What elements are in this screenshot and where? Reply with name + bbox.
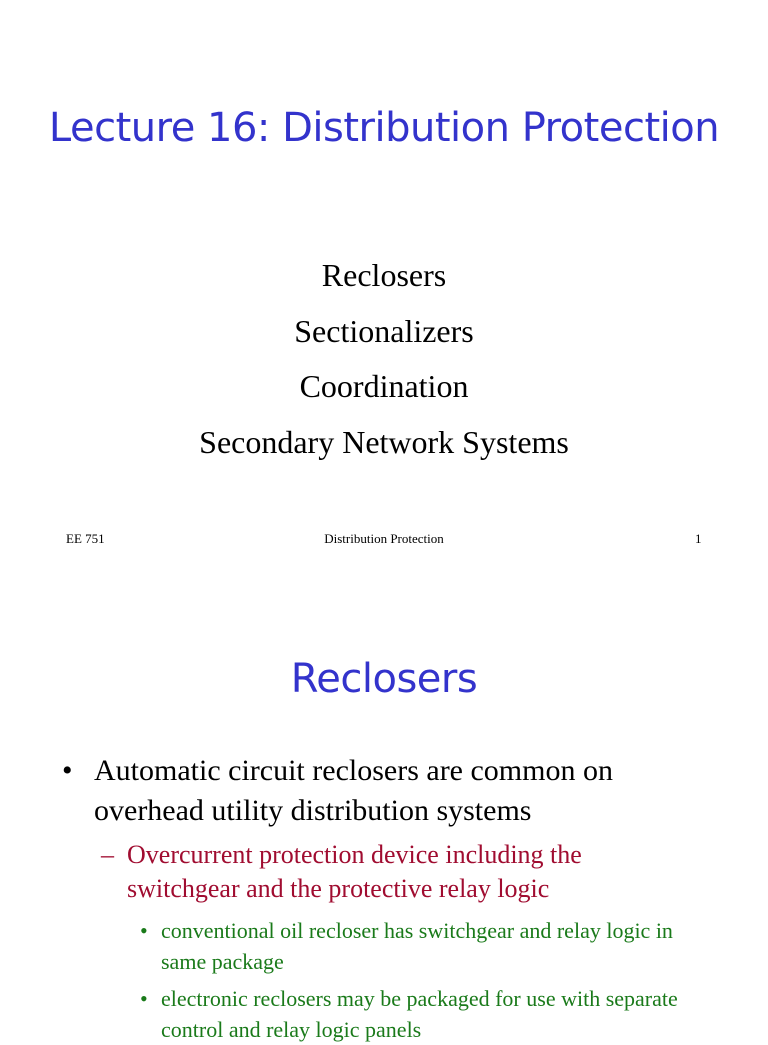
sub-sub-bullet-marker: • [140, 986, 148, 1011]
sub-bullet-marker: – [101, 840, 114, 869]
sub-bullet-overcurrent: Overcurrent protection device including the switchgear and the protective relay logic [127, 840, 582, 903]
slide-2 [0, 580, 768, 1042]
topic-list [0, 248, 768, 470]
topic-secondary-network: Secondary Network Systems [199, 423, 569, 460]
slide-1-title: Lecture 16: Distribution Protection [48, 105, 720, 151]
topic-reclosers: Reclosers [321, 257, 447, 293]
footer-title: Distribution Protection [324, 531, 444, 546]
bullet-marker: • [62, 754, 73, 787]
sub-sub-bullet-marker: • [140, 918, 148, 943]
topic-sectionalizers: Sectionalizers [294, 312, 474, 349]
sub-sub-bullet-oil-recloser: conventional oil recloser has switchgear and relay logic in same package [161, 918, 673, 974]
footer-page-number: 1 [695, 531, 702, 546]
footer-course: EE 751 [66, 531, 105, 546]
sub-sub-bullet-electronic-recloser: electronic reclosers may be packaged for use with separate control and relay logic panels [161, 986, 678, 1042]
slide-2-title: Reclosers [290, 656, 478, 702]
topic-coordination: Coordination [299, 368, 469, 404]
bullet-automatic-reclosers: Automatic circuit reclosers are common on overhead utility distribution systems [94, 754, 613, 827]
